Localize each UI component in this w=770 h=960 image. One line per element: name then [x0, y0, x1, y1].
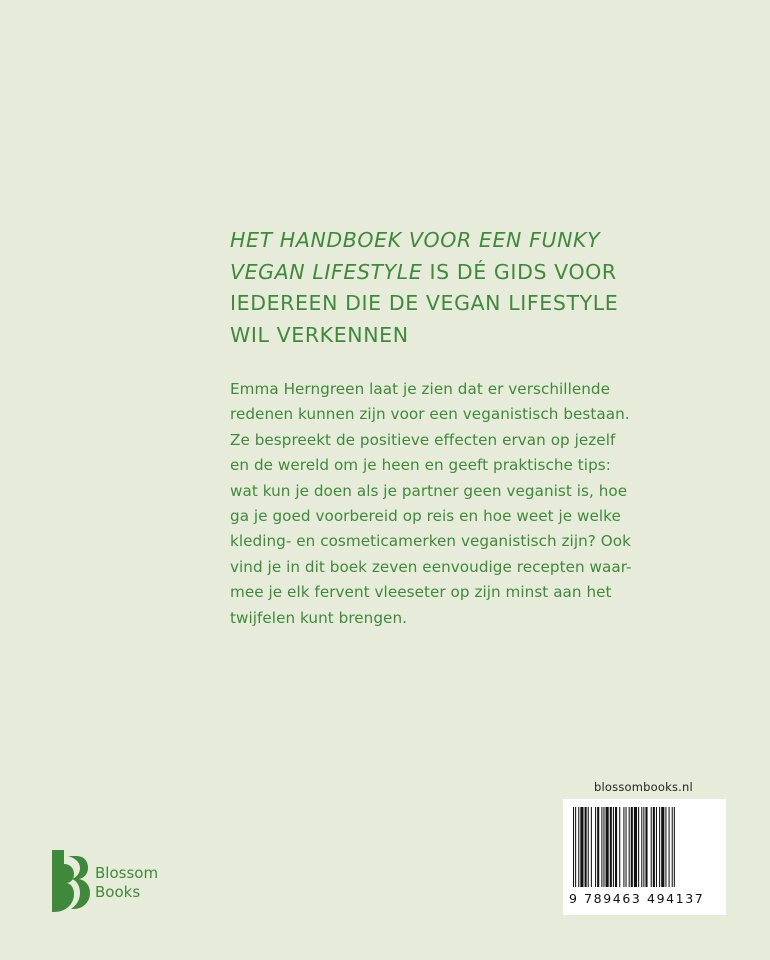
- headline: [230, 225, 750, 351]
- barcode-bar: [610, 807, 612, 887]
- publisher-name-line-1: Blossom: [95, 864, 159, 882]
- barcode-bar: [601, 807, 602, 887]
- barcode-bar: [591, 807, 592, 887]
- barcode-bar: [619, 807, 620, 887]
- barcode-bar: [661, 807, 664, 887]
- publisher-name-line-2: Books: [95, 883, 141, 901]
- isbn-number: 9 789463 494137: [569, 891, 705, 906]
- barcode-bar: [674, 807, 675, 887]
- barcode-bar: [573, 807, 574, 887]
- headline-line-3: IEDEREEN DIE DE VEGAN LIFESTYLE: [230, 291, 619, 315]
- description-line: kleding- en cosmeticamerken veganistisch zijn? Ook: [230, 532, 631, 551]
- barcode-bar: [641, 807, 642, 887]
- barcode-bar: [638, 807, 639, 887]
- barcode-bar: [669, 807, 670, 887]
- barcode-bar: [626, 807, 627, 887]
- headline-title-italic: VEGAN LIFESTYLE: [230, 259, 423, 284]
- description-line: redenen kunnen zijn voor een veganistisch bestaan.: [230, 405, 630, 424]
- description: [230, 377, 750, 631]
- barcode-bar: [672, 807, 673, 887]
- description-line: vind je in dit boek zeven eenvoudige recepten waar-: [230, 557, 632, 576]
- headline-line-1: HET HANDBOEK VOOR EEN FUNKY: [230, 228, 601, 252]
- barcode-bars: [571, 807, 718, 891]
- headline-line-2: [230, 257, 750, 289]
- barcode-bar: [595, 807, 596, 887]
- description-line: wat kun je doen als je partner geen veganist is, hoe: [230, 481, 628, 500]
- barcode-bar: [653, 807, 655, 887]
- barcode-bar: [615, 807, 617, 887]
- barcode-bar: [585, 807, 587, 887]
- isbn-barcode: [563, 799, 726, 915]
- barcode-bar: [606, 807, 609, 887]
- barcode-bar: [656, 807, 657, 887]
- barcode-bar: [578, 807, 579, 887]
- publisher-website: blossombooks.nl: [594, 780, 693, 794]
- description-line: mee je elk fervent vleeseter op zijn minst aan het: [230, 583, 612, 602]
- description-line: twijfelen kunt brengen.: [230, 608, 407, 627]
- headline-line-4: WIL VERKENNEN: [230, 322, 409, 347]
- barcode-bar: [645, 807, 647, 887]
- barcode-bar: [643, 807, 644, 887]
- barcode-bar: [634, 807, 637, 887]
- publisher-name: [95, 864, 158, 902]
- barcode-bar: [603, 807, 604, 887]
- barcode-bar: [613, 807, 614, 887]
- barcode-bar: [588, 807, 589, 887]
- barcode-bar: [575, 807, 576, 887]
- description-line: Ze bespreekt de positieve effecten ervan op jezelf: [230, 430, 616, 449]
- barcode-bar: [631, 807, 633, 887]
- barcode-bar: [659, 807, 660, 887]
- barcode-bar: [580, 807, 583, 887]
- headline-line-2-rest: IS DÉ GIDS VOOR: [422, 259, 617, 284]
- barcode-bar: [623, 807, 624, 887]
- description-line: ga je goed voorbereid op reis en hoe weet je welke: [230, 507, 621, 526]
- barcode-bar: [651, 807, 652, 887]
- description-line: Emma Herngreen laat je zien dat er verschillende: [230, 380, 610, 398]
- double-b-logo-icon: [50, 850, 90, 912]
- barcode-bar: [665, 807, 666, 887]
- barcode-bar: [597, 807, 599, 887]
- barcode-bar: [629, 807, 630, 887]
- description-line: en de wereld om je heen en geeft praktische tips:: [230, 456, 611, 475]
